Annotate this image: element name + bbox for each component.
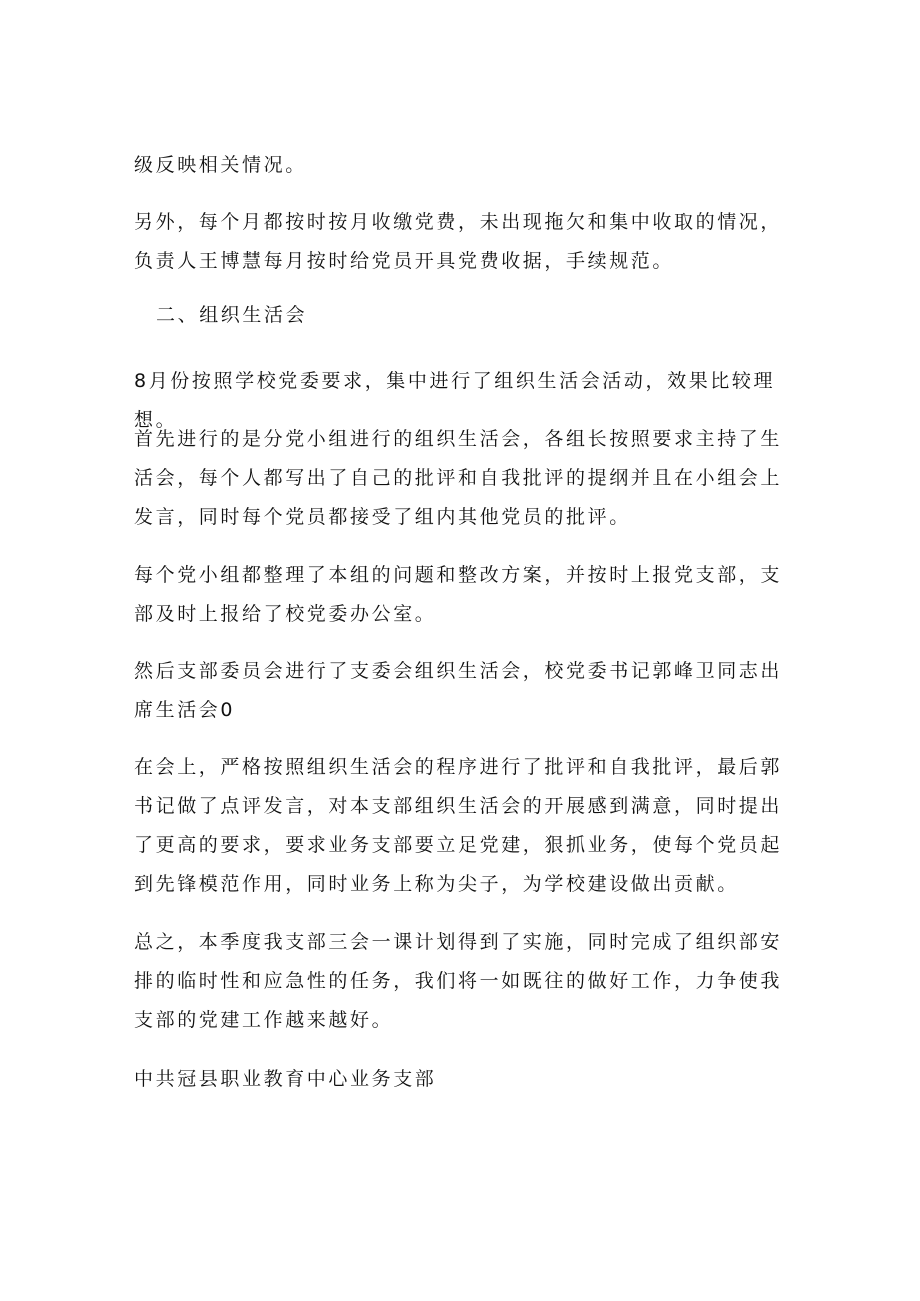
paragraph-continuation: 级反映相关情况。 [134,154,307,176]
paragraph-group-meetings: 首先进行的是分党小组进行的组织生活会，各组长按照要求主持了生活会，每个人都写出了自己的批评和自我批评的提纲并且在小组会上发言，同时每个党员都接受了组内其他党员的批评。 [134,428,783,528]
paragraph-august-meeting: 8月份按照学校党委要求，集中进行了组织生活会活动，效果比较理想。 [134,370,776,431]
signature-branch: 中共冠县职业教育中心业务支部 [134,1068,437,1090]
paragraph-committee-meeting: 然后支部委员会进行了支委会组织生活会，校党委书记郭峰卫同志出席生活会0 [134,660,783,721]
paragraph-summary: 总之，本季度我支部三会一课计划得到了实施，同时完成了组织部安排的临时性和应急性的任务，我们将一如既往的做好工作，力争使我支部的党建工作越来越好。 [134,931,783,1031]
paragraph-party-fees: 另外，每个月都按时按月收缴党费，未出现拖欠和集中收取的情况，负责人王博慧每月按时给党员开具党费收据，手续规范。 [134,211,783,272]
paragraph-rectification: 每个党小组都整理了本组的问题和整改方案，并按时上报党支部，支部及时上报给了校党委办公室。 [134,564,783,625]
paragraph-meeting-review: 在会上，严格按照组织生活会的程序进行了批评和自我批评，最后郭书记做了点评发言，对本支部组织生活会的开展感到满意，同时提出了更高的要求，要求业务支部要立足党建，狠抓业务，使每个党员起到先锋模范作用，同时业务上称为尖子，为学校建设做出贡献。 [134,756,783,895]
section-heading: 二、组织生活会 [156,304,308,326]
